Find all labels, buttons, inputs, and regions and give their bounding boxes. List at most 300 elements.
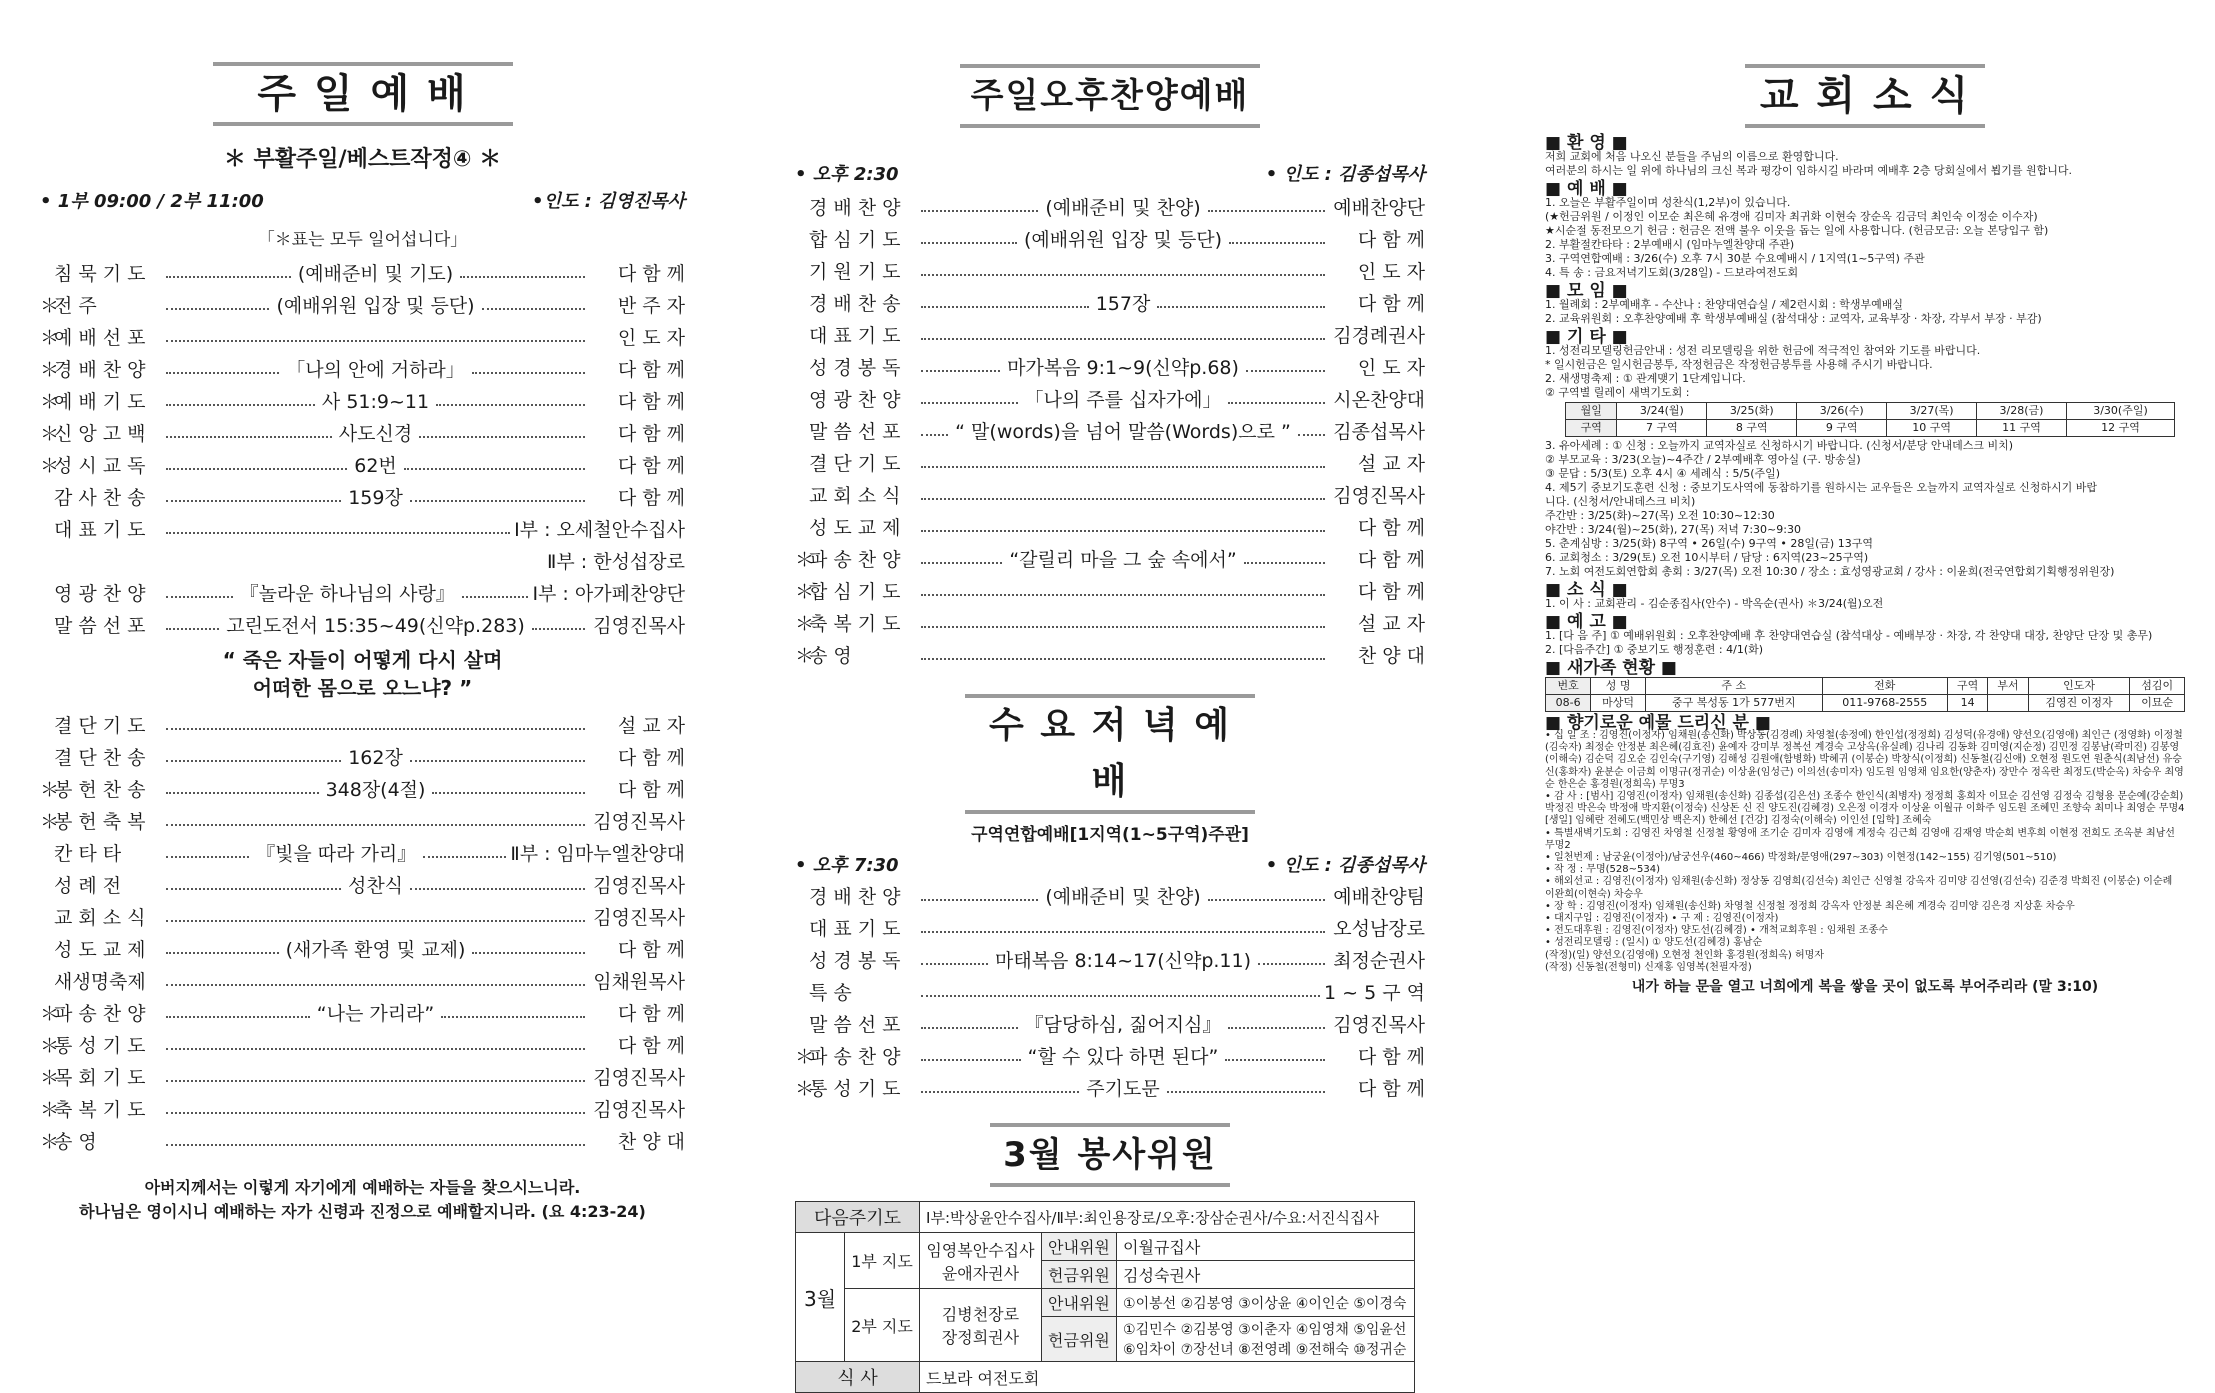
leader-dots	[419, 435, 585, 438]
order-detail: (예배준비 및 기도)	[297, 263, 454, 285]
order-row	[40, 1090, 685, 1122]
order-row	[40, 930, 685, 962]
service1-lead-label: 지도	[881, 1252, 913, 1271]
prayer-relay-date-cell: 3/26(수)	[1797, 403, 1887, 420]
leader-dots	[1244, 561, 1325, 564]
order-person: Ⅱ부 : 임마누엘찬양대	[510, 843, 686, 865]
order-label: 말 씀 선 포	[809, 1014, 901, 1036]
leader-dots	[166, 1015, 310, 1018]
order-detail: (예배준비 및 찬양)	[1045, 886, 1201, 908]
leader-dots	[166, 823, 585, 826]
order-person: 예배찬양단	[1333, 197, 1426, 219]
prayer-relay-group-cell: 11 구역	[1977, 420, 2067, 437]
worship-heading: ■ 예 배 ■	[1545, 179, 1628, 199]
service2-guide-label: 안내위원	[1041, 1289, 1116, 1317]
order-person: 김영진목사	[593, 1099, 685, 1121]
order-label: 송 영	[809, 645, 852, 667]
prayer-relay-date-cell: 3/24(월)	[1617, 403, 1707, 420]
order-mark: ＊	[40, 1003, 60, 1025]
order-label: 결 단 기 도	[54, 715, 146, 737]
prayer-relay-group-cell: 9 구역	[1797, 420, 1887, 437]
news-heading: ■ 소 식 ■	[1545, 580, 1628, 600]
order-row	[795, 1037, 1425, 1069]
order-person: 김영진목사	[1333, 485, 1425, 507]
order-mark: ＊	[40, 1035, 60, 1057]
leader-dots	[166, 499, 341, 502]
order-row	[40, 898, 685, 930]
order-row	[795, 877, 1425, 909]
order-person: 김영진목사	[593, 615, 685, 637]
order-row	[40, 738, 685, 770]
leader-dots	[1258, 962, 1325, 965]
order-detail: (예배준비 및 찬양)	[1045, 197, 1201, 219]
order-person: 김영진목사	[1333, 1014, 1426, 1036]
service2-guide-names: ①이봉선 ②김봉영 ③이상윤 ④이인순 ⑤이경숙	[1117, 1289, 1415, 1317]
order-person: 인 도 자	[617, 327, 685, 349]
order-person: 다 함 께	[617, 1035, 685, 1057]
leader-dots	[166, 403, 315, 406]
order-row	[40, 478, 685, 510]
order-label: 경 배 찬 양	[809, 886, 901, 908]
month-cell: 3월	[796, 1233, 845, 1362]
order-label: 영 광 찬 양	[54, 583, 146, 605]
order-mark: ＊	[795, 1046, 815, 1068]
order-label: 예 배 기 도	[54, 391, 146, 413]
order-label: 새생명축제	[54, 971, 146, 993]
order-person: 1 ~ 5 구 역	[1324, 982, 1425, 1004]
leader-dots	[1167, 1090, 1325, 1093]
prayer-relay-table	[1565, 402, 2175, 437]
order-row	[795, 1005, 1425, 1037]
order-detail: 162장	[348, 747, 403, 769]
leader-dots	[166, 887, 341, 890]
leader-dots	[1298, 433, 1325, 436]
leader-dots	[166, 791, 319, 794]
order-label: 기 원 기 도	[809, 261, 901, 283]
leader-dots	[921, 305, 1089, 308]
leader-dots	[462, 595, 529, 598]
afternoon-service-banner	[960, 64, 1260, 128]
order-detail: 「나의 주를 십자가에」	[1024, 389, 1222, 411]
afternoon-order	[795, 188, 1425, 668]
service1-guide-label: 안내위원	[1041, 1233, 1116, 1261]
order-label: 말 씀 선 포	[809, 421, 901, 443]
order-detail: “ 말(words)을 넘어 말씀(Words)으로 ”	[955, 421, 1291, 443]
leader-dots	[166, 467, 347, 470]
leader-dots	[921, 898, 1038, 901]
afternoon-time: • 오후 2:30	[795, 164, 899, 185]
new-family-header-cell: 번호	[1546, 678, 1591, 695]
order-person: 다 함 께	[617, 455, 685, 477]
next-week-prayer-label: 다음주기도	[796, 1202, 920, 1233]
order-label: 성 도 교 제	[809, 517, 901, 539]
leader-dots	[432, 791, 585, 794]
order-row	[795, 348, 1425, 380]
order-row	[795, 636, 1425, 668]
order-label: 봉 헌 축 복	[54, 811, 146, 833]
etc-text-continued: 3. 유아세례 : ① 신청 : 오늘까지 교역자실로 신청하시기 바랍니다. (신청서/분당 안내데스크 비치) ② 부모교육 : 3/23(오늘)~4주간 / 2부예배후 영아실 (구. 방송실) ③ 문답 : 5/3(토) 오후 4시 ④ 세례식 : 5/5(주일) 4. 제5기 중보기도훈련 신청 : 중보기도사역에 동참하기를 원하시는 교우들은 오늘까지 교역자실로 신청하시기 바랍 니다. (신청서/안내데스크 비치) 주간반 : 3/25(화)~27(목) 오전 10:30~12:30 야간반 : 3/24(월)~25(화), 27(목) 저녁 7:30~9:30 5. 춘계심방 : 3/25(화) 8구역 • 26일(수) 9구역 • 28일(금) 13구역 6. 교회청소 : 3/29(토) 오전 10시부터 / 담당 : 6지역(23~25구역) 7. 노회 여전도회연합회 총회 : 3/27(목) 오전 10:30 / 장소 : 효성영광교회 / 강사 : 이윤희(전국연합회기획행정위원장)	[1545, 439, 2115, 578]
leader-dots	[166, 855, 249, 858]
leader-dots	[1229, 241, 1325, 244]
leader-dots	[921, 1058, 1021, 1061]
leader-dots	[921, 593, 1325, 596]
leader-dots	[1208, 898, 1325, 901]
leader-dots	[166, 983, 585, 986]
leader-dots	[921, 930, 1325, 933]
order-label: 경 배 찬 양	[809, 197, 901, 219]
service1-number: 1부	[851, 1252, 877, 1271]
service2-number: 2부	[851, 1316, 877, 1336]
order-person: 시온찬양대	[1333, 389, 1426, 411]
next-week-prayer-value: Ⅰ부:박상윤안수집사/Ⅱ부:최인용장로/오후:장삼순권사/수요:서진식집사	[920, 1202, 1415, 1233]
order-mark: ＊	[40, 811, 60, 833]
new-family-cell: 이묘순	[2130, 695, 2185, 712]
leader-dots	[1225, 1058, 1325, 1061]
order-row	[795, 284, 1425, 316]
closing-verse	[40, 1176, 685, 1224]
prayer-relay-dates	[1566, 403, 2175, 420]
order-mark: ＊	[795, 613, 815, 635]
leader-dots	[482, 307, 585, 310]
leader-dots	[921, 337, 1325, 340]
order-person: 김영진목사	[593, 811, 685, 833]
sermon-title	[40, 646, 685, 702]
new-family-heading: ■ 새가족 현황 ■	[1545, 658, 1677, 678]
order-label: 대 표 기 도	[809, 325, 901, 347]
order-row	[40, 706, 685, 738]
new-family-header-cell: 구역	[1947, 678, 1987, 695]
leader-dots	[1246, 369, 1325, 372]
leader-dots	[166, 1047, 585, 1050]
order-mark: ＊	[795, 1078, 815, 1100]
new-family-row	[1546, 695, 2185, 712]
leader-dots	[921, 497, 1325, 500]
order-label: 파 송 찬 양	[54, 1003, 146, 1025]
prayer-relay-date-cell: 3/25(화)	[1707, 403, 1797, 420]
order-detail: 사도신경	[338, 423, 413, 445]
leader-dots	[921, 401, 1018, 404]
prayer-relay-group-cell: 10 구역	[1887, 420, 1977, 437]
leader-dots	[921, 1090, 1079, 1093]
new-family-cell: 중구 복성동 1가 577번지	[1645, 695, 1822, 712]
column-church-news	[1545, 0, 2185, 1240]
order-detail: 『빛을 따라 가리』	[256, 843, 417, 865]
column-afternoon-service	[795, 0, 1426, 1389]
order-mark: ＊	[795, 645, 815, 667]
leader-dots	[166, 1079, 585, 1082]
church-news-title: 교 회 소 식	[1759, 73, 1971, 119]
order-row	[795, 941, 1425, 973]
sunday-service-banner	[213, 62, 513, 126]
order-mark: ＊	[40, 327, 60, 349]
prayer-relay-date-cell: 3/28(금)	[1977, 403, 2067, 420]
leader-dots	[166, 1143, 585, 1146]
order-person: 다 함 께	[617, 939, 685, 961]
order-person: 다 함 께	[617, 391, 686, 413]
order-person: 다 함 께	[1357, 229, 1426, 251]
order-detail: 「나의 안에 거하라」	[286, 359, 465, 381]
prayer-relay-groups	[1566, 420, 2175, 437]
afternoon-leader: • 인도 : 김종섭목사	[1265, 164, 1425, 185]
order-person: 다 함 께	[617, 359, 685, 381]
order-row	[795, 604, 1425, 636]
meal-value: 드보라 여전도회	[920, 1362, 1415, 1393]
order-label: 신 앙 고 백	[54, 423, 146, 445]
service-subtitle: ＊ 부활주일/베스트작정④ ＊	[223, 147, 502, 172]
leader-dots	[532, 627, 585, 630]
order-detail: 157장	[1095, 293, 1151, 315]
leader-dots	[166, 595, 233, 598]
order-mark: ＊	[40, 779, 60, 801]
order-person: 김영진목사	[593, 1067, 685, 1089]
order-of-service-continued	[40, 706, 685, 1154]
leader-dots	[1228, 1026, 1325, 1029]
order-person: 오성남장로	[1333, 918, 1425, 940]
order-person: 다 함 께	[617, 423, 686, 445]
closing-verse-line2: 하나님은 영이시니 예배하는 자가 신령과 진정으로 예배할지니라. (요 4:23-24)	[79, 1202, 646, 1221]
order-label: 교 회 소 식	[809, 485, 901, 507]
order-row	[795, 1069, 1425, 1101]
prayer-relay-group-cell: 12 구역	[2066, 420, 2174, 437]
order-row	[795, 188, 1425, 220]
order-row	[795, 508, 1425, 540]
order-label: 파 송 찬 양	[809, 1046, 901, 1068]
order-label: 경 배 찬 양	[54, 359, 146, 381]
order-row	[40, 1026, 685, 1058]
sunday-service-title: 주 일 예 배	[257, 71, 468, 117]
order-person: 다 함 께	[1357, 1078, 1426, 1100]
leader-dots	[166, 371, 279, 374]
order-detail: 사 51:9~11	[321, 391, 430, 413]
service1-label	[845, 1233, 920, 1289]
leader-dots	[410, 887, 585, 890]
order-detail: 348장(4절)	[325, 779, 426, 801]
order-label: 대 표 기 도	[809, 918, 901, 940]
order-person: 다 함 께	[617, 263, 686, 285]
prayer-relay-date-cell: 3/30(주일)	[2066, 403, 2174, 420]
order-person: 찬 양 대	[617, 1131, 685, 1153]
order-label: 통 성 기 도	[54, 1035, 146, 1057]
new-family-header-cell: 섬김이	[2130, 678, 2185, 695]
order-row	[40, 542, 685, 574]
order-person: 김종섭목사	[1333, 421, 1426, 443]
new-family-header-cell: 성 명	[1591, 678, 1646, 695]
meetings-text: 1. 월례회 : 2부예배후 - 수산나 : 찬양대연습실 / 제2런시회 : 학생부예배실 2. 교육위원회 : 오후찬양예배 후 학생부예배실 (참석대상 : 교역자, 교육부장 · 차장, 각부서 부장 · 부감)	[1545, 298, 2042, 325]
leader-dots	[921, 369, 1000, 372]
leader-dots	[441, 1015, 585, 1018]
service1-leaders: 임영복안수집사 윤애자권사	[920, 1233, 1042, 1289]
volunteers-title: 3월 봉사위원	[1003, 1135, 1217, 1175]
order-detail: 마태복음 8:14~17(신약p.11)	[994, 950, 1252, 972]
leader-dots	[1208, 209, 1325, 212]
service-time: • 1부 09:00 / 2부 11:00	[40, 191, 264, 212]
order-person: 반 주 자	[617, 295, 686, 317]
meetings-heading: ■ 모 임 ■	[1545, 281, 1628, 301]
order-label: 합 심 기 도	[809, 229, 901, 251]
order-label: 성 경 봉 독	[809, 357, 901, 379]
wednesday-service-banner	[965, 694, 1255, 814]
order-label: 합 심 기 도	[809, 581, 901, 603]
order-mark: ＊	[40, 1099, 60, 1121]
order-label: 예 배 선 포	[54, 327, 146, 349]
order-person: 설 교 자	[1357, 453, 1425, 475]
order-row	[40, 574, 685, 606]
order-label: 감 사 찬 송	[54, 487, 146, 509]
order-row	[40, 1122, 685, 1154]
order-row	[795, 476, 1425, 508]
service1-guide-names: 이월규집사	[1117, 1233, 1415, 1261]
order-person: 최정순권사	[1333, 950, 1425, 972]
order-person: Ⅰ부 : 오세철안수집사	[514, 519, 685, 541]
order-label: 송 영	[54, 1131, 97, 1153]
order-detail: (새가족 환영 및 교제)	[285, 939, 466, 961]
wednesday-leader: • 인도 : 김종섭목사	[1265, 855, 1425, 876]
order-person: 다 함 께	[1357, 517, 1425, 539]
preview-text: 1. [다 음 주] ① 예배위원회 : 오후찬양예배 후 찬양대연습실 (참석대상 - 예배부장 · 차장, 각 찬양대 대장, 찬양단 단장 및 총무) 2. [다음주간] ① 중보기도 행정훈련 : 4/1(화)	[1545, 629, 2153, 656]
order-label: 결 단 기 도	[809, 453, 901, 475]
leader-dots	[921, 561, 1002, 564]
leader-dots	[166, 759, 341, 762]
new-family-table	[1545, 677, 2185, 712]
leader-dots	[423, 855, 506, 858]
order-row	[40, 414, 685, 446]
leader-dots	[166, 339, 585, 342]
order-row	[40, 446, 685, 478]
new-family-cell: 011-9768-2555	[1822, 695, 1947, 712]
leader-dots	[166, 531, 510, 534]
prayer-relay-group-cell: 구역	[1566, 420, 1617, 437]
wednesday-subtitle: 구역연합예배[1지역(1~5구역)주관]	[971, 825, 1249, 845]
order-person: 설 교 자	[1357, 613, 1425, 635]
order-label: 특 송	[809, 982, 852, 1004]
order-person: 다 함 께	[1357, 1046, 1425, 1068]
order-detail: 159장	[348, 487, 403, 509]
preview-heading: ■ 예 고 ■	[1545, 612, 1628, 632]
order-row	[795, 380, 1425, 412]
closing-promise-verse: 내가 하늘 문을 열고 너희에게 복을 쌓을 곳이 없도록 부어주리라 (말 3:10)	[1631, 979, 2099, 996]
order-label: 성 시 교 독	[54, 455, 146, 477]
order-person: 다 함 께	[617, 747, 685, 769]
leader-dots	[404, 467, 585, 470]
leader-dots	[921, 209, 1038, 212]
leader-dots	[921, 241, 1017, 244]
sermon-title-line1: “ 죽은 자들이 어떻게 다시 살며	[222, 648, 503, 672]
new-family-cell	[1988, 695, 2028, 712]
order-label: 봉 헌 찬 송	[54, 779, 146, 801]
order-label: 통 성 기 도	[809, 1078, 901, 1100]
leader-dots	[921, 529, 1325, 532]
order-detail: 『놀라운 하나님의 사랑』	[239, 583, 455, 605]
order-person: 김영진목사	[593, 907, 685, 929]
order-person: 다 함 께	[617, 487, 685, 509]
prayer-relay-group-cell: 8 구역	[1707, 420, 1797, 437]
order-label: 전 주	[54, 295, 97, 317]
new-family-header-cell: 전화	[1822, 678, 1947, 695]
wednesday-time: • 오후 7:30	[795, 855, 899, 876]
etc-heading: ■ 기 타 ■	[1545, 327, 1628, 347]
order-mark: ＊	[795, 581, 815, 603]
prayer-relay-group-cell: 7 구역	[1617, 420, 1707, 437]
leader-dots	[166, 435, 332, 438]
order-label: 목 회 기 도	[54, 1067, 146, 1089]
meal-label: 식 사	[796, 1362, 920, 1393]
new-family-cell: 08-6	[1546, 695, 1591, 712]
wednesday-order	[795, 877, 1425, 1101]
order-label: 결 단 찬 송	[54, 747, 146, 769]
order-person: 다 함 께	[617, 1003, 685, 1025]
leader-dots	[1157, 305, 1325, 308]
order-label: 파 송 찬 양	[809, 549, 901, 571]
order-person: 다 함 께	[1357, 293, 1425, 315]
order-row	[795, 252, 1425, 284]
church-news-banner	[1745, 64, 1985, 128]
order-label: 대 표 기 도	[54, 519, 146, 541]
leader-dots	[921, 273, 1325, 276]
order-label: 성 도 교 제	[54, 939, 146, 961]
order-row	[795, 973, 1425, 1005]
order-label: 교 회 소 식	[54, 907, 146, 929]
service1-offer-names: 김성숙권사	[1117, 1261, 1415, 1289]
leader-dots	[921, 962, 988, 965]
order-row	[40, 994, 685, 1026]
order-row	[40, 962, 685, 994]
order-row	[40, 834, 685, 866]
order-row	[795, 412, 1425, 444]
order-label: 영 광 찬 양	[809, 389, 901, 411]
offerings-heading: ■ 향기로운 예물 드리신 분 ■	[1545, 713, 1771, 733]
leader-dots	[1228, 401, 1325, 404]
order-mark: ＊	[40, 295, 60, 317]
offerings-text: • 십 일 조 : 김영진(이정자) 임채원(송신화) 박상동(김경례) 차영철(송정예) 한인섭(정정희) 김성덕(유경애) 양선오(김영애) 최인근 (정영화) 이정철(김숙자) 최정순 안정분 최은혜(김효진) 윤예자 강미부 정복선 계경숙 고상옥(유실례) 김나리 김동화 김미영(지순정) 김민정 김봉남(곽미진) 김봉영(이해숙) 김순덕 김오순 김인숙(구기영) 김해성 김원애(함병화) 박혜귀 (이봉순) 박창식(이정희) 신동철(김신애) 오현정 원도연 원춘식(최남선) 유승신(홍화자) 윤분순 이금희 이명규(정귀순) 이상윤(임성근) 이의선(송미자) 임도원 임영채 임요한(양춘자) 장만수 정옥란 최정도(박순옥) 차승우 최영순 한은순 홍경원(정희옥) 무명3 • 감 사 : [범사] 김영진(이정자) 임채원(송신화) 김종섭(김은선) 조종수 한인식(최병자) 정정희 홍희자 이묘순 김선영 김정숙 김형용 문순예(강순희) 박정진 박은숙 박정애 박지환(이정숙) 신상돈 신 진 양도진(김혜경) 오은정 이경자 이상윤 이월규 이화주 임도원 조혜민 조향숙 최미나 최영순 무명4 [생일] 임혜란 전혜도(백민상 백은지) 한혜선 [건강] 김정숙(이해숙) 이인선 [입학] 조혜숙 • 특별새벽기도회 : 김영진 차영철 신정철 황영애 조기순 김미자 김영애 계정숙 김근희 김영애 김재영 박순희 변후희 이현정 전희도 조옥분 최남선 무명2 • 일천번제 : 남궁윤(이정아)/남궁선우(460~466) 박정화/문영애(297~303) 이현정(142~155) 김기영(501~510) • 작 정 : 무명(528~534) • 해외선교 : 김영진(이정자) 임채원(송신화) 정상동 김영희(김선숙) 최인근 신영철 강옥자 김미양 김선영(김선숙) 김준경 박희진 (이봉순) 이순례 이완희(이현숙) 차승우 • 장 학 : 김영진(이정자) 임채원(송신화) 차영철 신정철 정정희 강옥자 안정분 최은혜 계경숙 김미양 김은경 지상훈 차승우 • 대지구입 : 김영진(이정자) • 구 제 : 김영진(이정자) • 전도대후원 : 김영진(이정자) 양도선(김혜경) • 개척교회후원 : 임채원 조종수 • 성전리모델링 : (일시) ① 양도선(김혜경) 홍남순 (작정)(일) 양선오(김영애) 오현정 천인화 홍경원(정희옥) 허명자 (작정) 신동철(전형미) 신재홍 임영복(천필자정)	[1545, 730, 2185, 973]
volunteers-banner	[990, 1123, 1230, 1187]
order-of-service	[40, 254, 685, 638]
order-mark: ＊	[40, 455, 60, 477]
leader-dots	[166, 307, 269, 310]
service2-offer-names: ①김민수 ②김봉영 ③이춘자 ④임영채 ⑤임윤선 ⑥임차이 ⑦장선녀 ⑧전영례 ⑨전해숙 ⑩정귀순	[1117, 1317, 1415, 1362]
welcome-text: 저희 교회에 처음 나오신 분들을 주님의 이름으로 환영합니다. 여러분의 하시는 일 위에 하나님의 크신 복과 평강이 임하시길 바라며 예배후 2층 당회실에서 뵙기를 원합니다.	[1545, 150, 2072, 177]
order-mark: ＊	[40, 391, 60, 413]
order-row	[40, 286, 685, 318]
order-row	[40, 802, 685, 834]
order-person: 김경례권사	[1333, 325, 1425, 347]
leader-dots	[166, 1111, 585, 1114]
order-detail: 마가복음 9:1~9(신약p.68)	[1007, 357, 1239, 379]
order-mark: ＊	[40, 359, 60, 381]
prayer-relay-date-cell: 월일	[1566, 403, 1617, 420]
leader-dots	[166, 951, 279, 954]
order-person: 다 함 께	[617, 779, 686, 801]
order-row	[40, 1058, 685, 1090]
new-family-header-cell: 인도자	[2028, 678, 2130, 695]
order-label: 축 복 기 도	[54, 1099, 146, 1121]
new-family-cell: 마상덕	[1591, 695, 1646, 712]
order-label: 성 경 봉 독	[809, 950, 901, 972]
order-person: Ⅰ부 : 아가페찬양단	[532, 583, 685, 605]
new-family-cell: 김영진 이정자	[2028, 695, 2130, 712]
order-person: Ⅱ부 : 한성섭장로	[547, 551, 685, 573]
leader-dots	[436, 403, 585, 406]
order-label: 성 례 전	[54, 875, 122, 897]
standing-note: 「＊표는 모두 일어섭니다」	[257, 230, 468, 250]
order-mark: ＊	[795, 549, 815, 571]
order-row	[40, 770, 685, 802]
order-row	[795, 316, 1425, 348]
new-family-header-cell: 부서	[1988, 678, 2028, 695]
closing-verse-line1: 아버지께서는 이렇게 자기에게 예배하는 자들을 찾으시느니라.	[144, 1178, 581, 1197]
order-row	[795, 572, 1425, 604]
leader-dots	[921, 657, 1325, 660]
order-mark: ＊	[40, 1067, 60, 1089]
